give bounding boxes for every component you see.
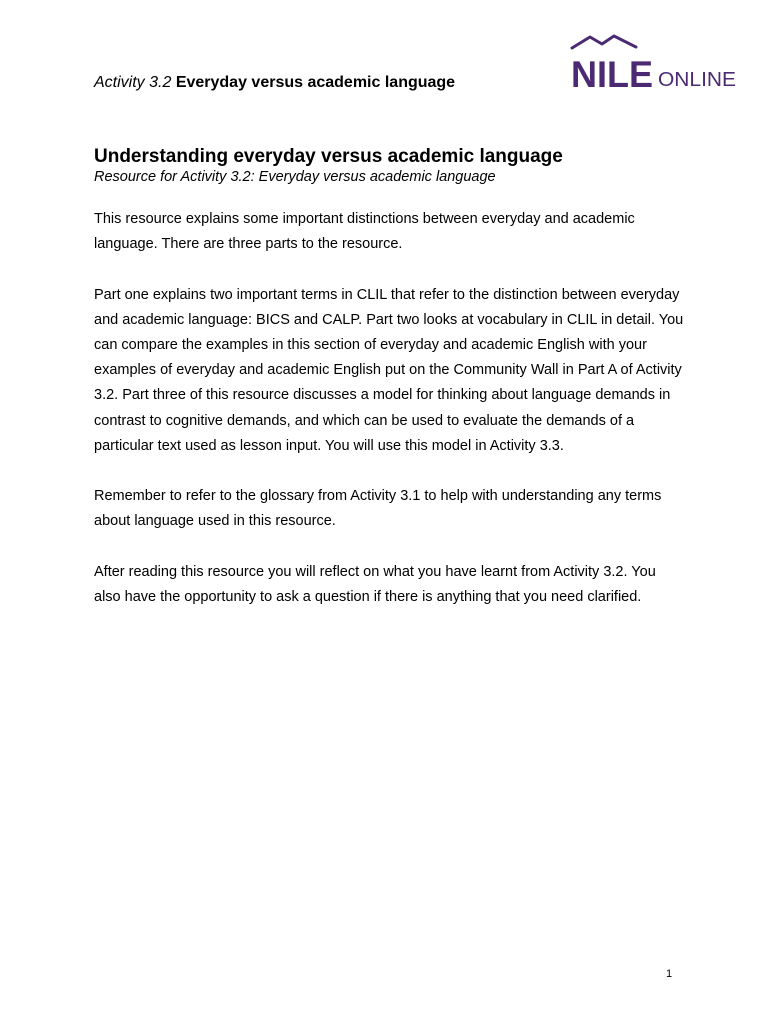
page-title: Understanding everyday versus academic language (94, 146, 563, 167)
paragraph-parts: Part one explains two important terms in CLIL that refer to the distinction between everyday and academic language: BICS and CALP. Part two looks at vocabulary in CLIL in detail. You can compare the examples in this section of everyday and academic English with your examples of everyday and academic English put on the Community Wall in Part A of Activity 3.2. Part three of this resource discusses a model for thinking about language demands in contrast to cognitive demands, and which can be used to evaluate the demands of a particular text used as lesson input. You will use this model in Activity 3.3. (94, 286, 684, 454)
page-subtitle: Resource for Activity 3.2: Everyday versus academic language (94, 169, 496, 185)
nile-online-logo (570, 34, 740, 94)
logo-suffix: ONLINE (658, 69, 736, 91)
activity-header (94, 73, 455, 93)
document-body (94, 207, 684, 635)
roof-icon (572, 36, 636, 48)
activity-title: Everyday versus academic language (175, 74, 456, 91)
paragraph-reflection: After reading this resource you will reflect on what you have learnt from Activity 3.2. You also have the opportunity to ask a question if there is anything that you need clarified. (94, 563, 656, 605)
page-number: 1 (666, 968, 673, 980)
activity-label: Activity 3.2 (94, 74, 172, 91)
logo-brand: NILE (571, 54, 653, 94)
paragraph-glossary: Remember to refer to the glossary from Activity 3.1 to help with understanding any terms about language used in this resource. (94, 488, 662, 530)
paragraph-intro: This resource explains some important distinctions between everyday and academic language. There are three parts to the resource. (94, 211, 635, 253)
